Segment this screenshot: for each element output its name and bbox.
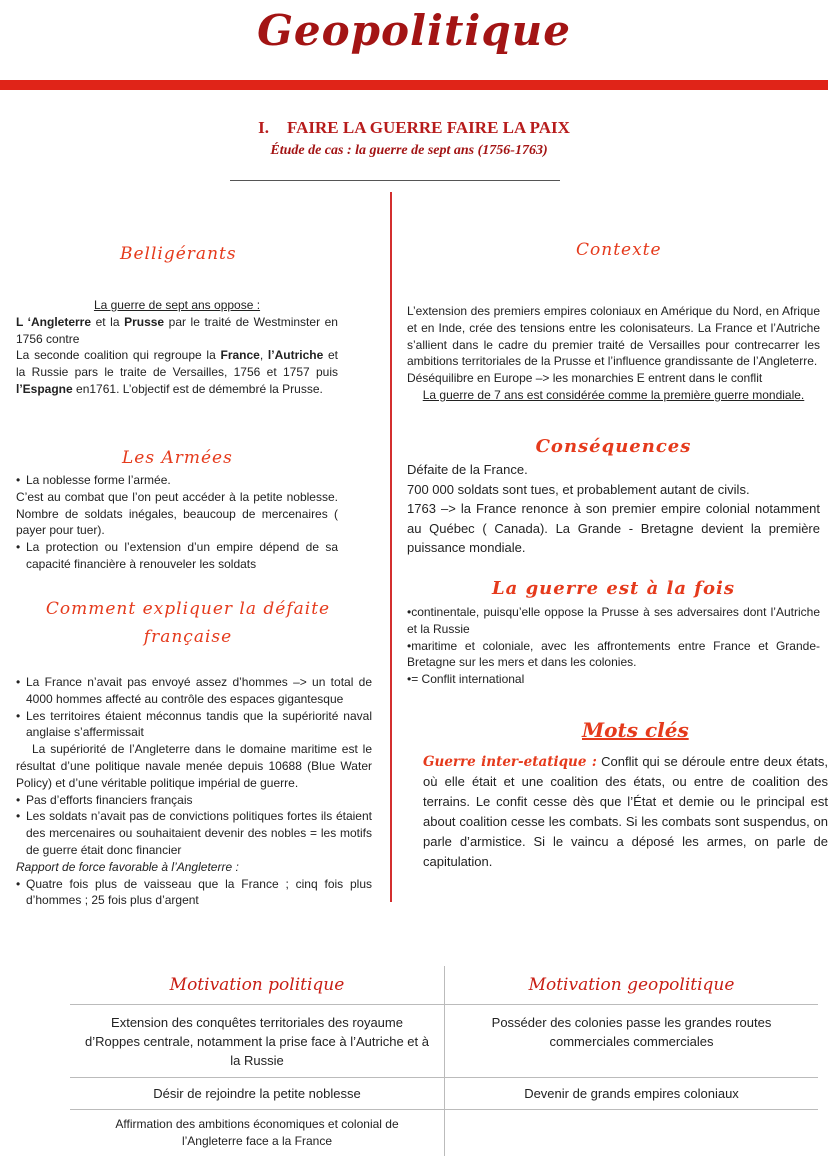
section-heading: FAIRE LA GUERRE FAIRE LA PAIX: [286, 118, 570, 137]
rapport-label: Rapport de force favorable à l’Angleterre :: [16, 859, 239, 874]
subtitle-divider: [230, 180, 560, 181]
table-row: [70, 1110, 818, 1157]
armees-heading: Les Armées: [122, 448, 233, 468]
table-cell: Devenir de grands empires coloniaux: [445, 1078, 819, 1110]
section-title: [0, 118, 828, 138]
defaite-paragraph: La supériorité de l’Angleterre dans le domaine maritime est le résultat d’une politique navale menée depuis 10688 (Blue Water Policy) et d’une véritable politique impérial de guerre.: [16, 742, 372, 790]
england-label: L ‘Angleterre: [16, 314, 92, 329]
table-header: Motivation politique: [70, 966, 445, 1005]
list-item: • La noblesse forme l’armée.: [16, 472, 338, 489]
page-title: Geopolitique: [257, 6, 571, 55]
table-row: [70, 1005, 818, 1078]
spain-label: l’Espagne: [16, 381, 73, 396]
motivation-table: [70, 966, 818, 1156]
table-cell: [445, 1110, 819, 1157]
defaite-text: [16, 674, 372, 909]
section-subtitle: Étude de cas : la guerre de sept ans (1756-1763): [270, 143, 548, 158]
table-cell: Désir de rejoindre la petite noblesse: [70, 1078, 445, 1110]
table-header-row: [70, 966, 818, 1005]
definition-text: [423, 752, 828, 872]
list-item: • Les territoires étaient méconnus tandis que la supériorité naval anglaise s’affermissait: [16, 708, 372, 742]
definition-body: Conflit qui se déroule entre deux états, où elle était et une coalition des états, ou entre de coalition des terrains. Le confit cesse dès que l’État et demie ou le principal est about coalition cesse les combats. Si les combats sont suspendus, on parle d’armistice. Si le vaincu a déposé les armes, on parle de capitulation.: [423, 754, 828, 869]
fois-text: •continentale, puisqu’elle oppose la Prusse à ses adversaires dont l’Autriche et la Russie •maritime et coloniale, avec les affrontements entre France et Grande-Bretagne sur les mers et dans les colonies. •= Conflit international: [407, 605, 820, 687]
list-item: • Les soldats n’avait pas de convictions politiques fortes ils étaient des mercenaires ou souhaitaient devenir des nobles = les motifs de guerre était donc financier: [16, 808, 372, 858]
belligerants-intro: La guerre de sept ans oppose :: [93, 298, 261, 312]
section-number: I.: [258, 118, 269, 137]
prussia-label: Prusse: [124, 314, 165, 329]
austria-label: l’Autriche: [267, 348, 324, 363]
contexte-line: Déséquilibre en Europe –> les monarchies E entrent dans le conflit: [407, 371, 763, 386]
table-cell: Affirmation des ambitions économiques et colonial de l’Angleterre face a la France: [70, 1110, 445, 1157]
fois-heading: La guerre est à la fois: [492, 578, 735, 599]
contexte-text: [407, 303, 820, 404]
header-divider: [0, 80, 828, 90]
consequences-heading: Conséquences: [535, 436, 692, 457]
table-cell: Extension des conquêtes territoriales des royaume d’Roppes centrale, notamment la prise face à l’Autriche et à la Russie: [70, 1005, 445, 1078]
contexte-paragraph: L’extension des premiers empires coloniaux en Amérique du Nord, en Afrique et en Inde, crée des tensions entre les colonisateurs. La France et l’Autriche s’allient dans le cadre du premier traité de Versailles pour contrecarrer les ambitions territoriales de la Prusse et l’influence grandissante de l’Angleterre.: [407, 304, 820, 369]
mots-cles-heading: Mots clés: [582, 718, 689, 742]
table-row: [70, 1078, 818, 1110]
list-item: • Quatre fois plus de vaisseau que la France ; cinq fois plus d’hommes ; 25 fois plus d’argent: [16, 876, 372, 910]
belligerants-text: La guerre de sept ans oppose : L ‘Angleterre et la Prusse par le traité de Westminster en 1756 contre La seconde coalition qui regroupe la France, l’Autriche et la Russie pars le traite de Versailles, 1756 et 1757 puis l’Espagne en1761. L’objectif est de démembré la Prusse.: [16, 298, 338, 396]
armees-text: [16, 472, 338, 573]
defaite-heading: Comment expliquer la défaite française: [45, 599, 331, 647]
definition-term: Guerre inter-etatique :: [423, 754, 597, 770]
france-label: France: [220, 348, 260, 363]
column-divider: [390, 192, 392, 902]
table-header: Motivation geopolitique: [445, 966, 819, 1005]
consequences-text: Défaite de la France. 700 000 soldats sont tues, et probablement autant de civils. 1763 –> la France renonce à son premier empire colonial notamment au Québec ( Canada). La Grande - Bretagne devient la première puissance mondiale.: [407, 462, 820, 556]
armees-paragraph: C’est au combat que l’on peut accéder à la petite noblesse. Nombre de soldats inégales, beaucoup de mercenaires ( payer pour tuer).: [16, 489, 338, 538]
contexte-highlight: La guerre de 7 ans est considérée comme la première guerre mondiale.: [422, 387, 805, 402]
list-item: • La France n’avait pas envoyé assez d’hommes –> un total de 4000 hommes affecté au contrôle des espaces gigantesque: [16, 674, 372, 708]
contexte-heading: Contexte: [576, 240, 662, 260]
list-item: • Pas d’efforts financiers français: [16, 792, 372, 809]
belligerants-heading: Belligérants: [120, 244, 237, 264]
list-item: • La protection ou l’extension d’un empire dépend de sa capacité financière à renouveler les soldats: [16, 539, 338, 573]
table-cell: Posséder des colonies passe les grandes routes commerciales commerciales: [445, 1005, 819, 1078]
